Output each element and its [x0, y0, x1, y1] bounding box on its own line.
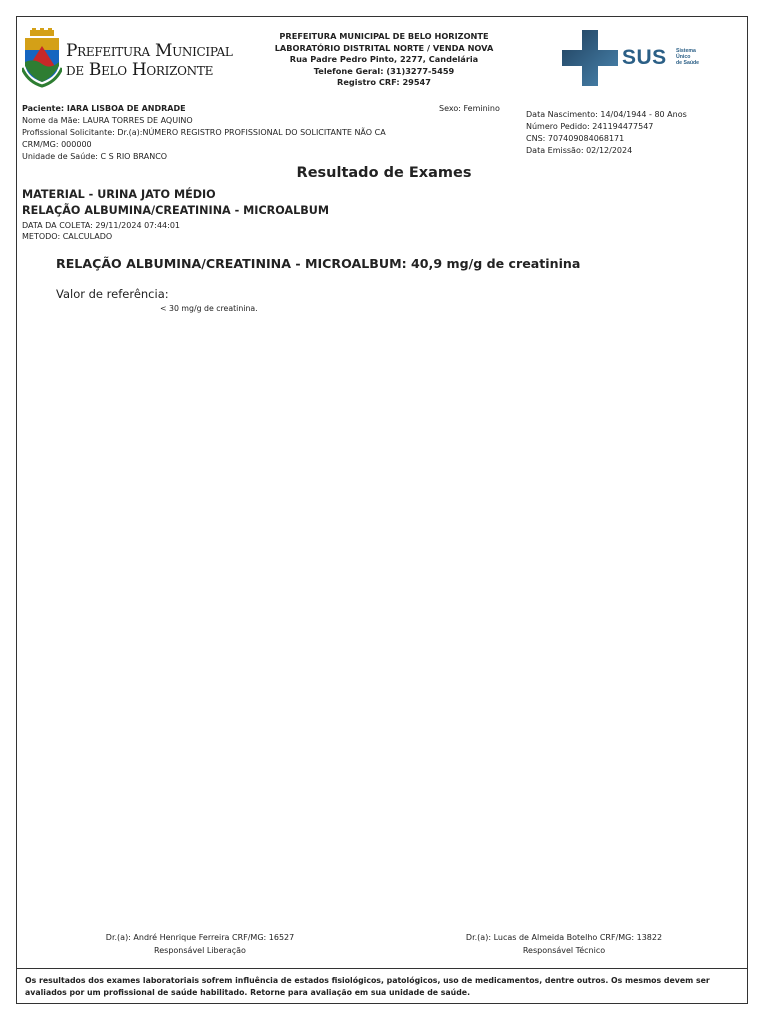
- patient-info: [22, 103, 386, 163]
- reference-label: Valor de referência:: [56, 287, 169, 301]
- logo-line-2: de Belo Horizonte: [66, 60, 214, 80]
- material-heading: MATERIAL - URINA JATO MÉDIO: [22, 188, 216, 201]
- exam-heading: RELAÇÃO ALBUMINA/CREATININA - MICROALBUM: [22, 204, 330, 217]
- signature-role: Responsável Liberação: [154, 946, 246, 955]
- collection-date: DATA DA COLETA: 29/11/2024 07:44:01: [22, 221, 180, 230]
- sus-logo-subtitle: [676, 48, 699, 67]
- footer-divider: [17, 968, 747, 969]
- exam-result: RELAÇÃO ALBUMINA/CREATININA - MICROALBUM: 40,9 mg/g de creatinina: [56, 256, 581, 271]
- requesting-professional: Profissional Solicitante: Dr.(a):NÚMERO REGISTRO PROFISSIONAL DO SOLICITANTE NÃO CA: [22, 128, 386, 137]
- order-number: Número Pedido: 241194477547: [526, 122, 654, 131]
- sus-logo: [562, 30, 712, 86]
- page-title: Resultado de Exames: [296, 165, 472, 181]
- method: METODO: CALCULADO: [22, 232, 113, 241]
- crm-number: CRM/MG: 000000: [22, 140, 92, 149]
- birth-date: Data Nascimento: 14/04/1944 - 80 Anos: [526, 110, 687, 119]
- lab-header-line: LABORATÓRIO DISTRITAL NORTE / VENDA NOVA: [274, 42, 494, 53]
- signature-name: Dr.(a): Lucas de Almeida Botelho CRF/MG: 13822: [465, 933, 663, 942]
- patient-name: Paciente: IARA LISBOA DE ANDRADE: [22, 104, 186, 113]
- lab-header-line: Rua Padre Pedro Pinto, 2277, Candelária: [289, 54, 479, 65]
- mother-name: Nome da Mãe: LAURA TORRES DE AQUINO: [22, 116, 193, 125]
- sus-sub-line: Sistema: [676, 48, 696, 54]
- patient-sex: Sexo: Feminino: [439, 104, 500, 113]
- sus-sub-line: de Saúde: [676, 60, 700, 67]
- cns-number: CNS: 707409084068171: [526, 134, 625, 143]
- patient-info-right: [526, 109, 687, 157]
- reference-value: < 30 mg/g de creatinina.: [160, 304, 258, 313]
- lab-header-line: PREFEITURA MUNICIPAL DE BELO HORIZONTE: [279, 31, 489, 41]
- health-unit: Unidade de Saúde: C S RIO BRANCO: [22, 152, 168, 161]
- lab-header-line: Registro CRF: 29547: [337, 77, 431, 88]
- lab-header: [250, 31, 518, 89]
- signature-role: Responsável Técnico: [522, 946, 606, 955]
- lab-header-line: Telefone Geral: (31)3277-5459: [313, 65, 455, 76]
- sus-logo-name: SUS: [622, 46, 667, 69]
- footer-disclaimer: Os resultados dos exames laboratoriais sofrem influência de estados fisiológicos, patológicos, uso de medicamentos, dentre outros. Os mesmos devem ser avaliados por um profissional de saúde habilitado. Retorne para avaliação em sua unidade de saúde.: [25, 976, 710, 997]
- signature-release: [80, 931, 320, 957]
- emission-date: Data Emissão: 02/12/2024: [526, 146, 633, 155]
- sus-sub-line: Único: [676, 54, 691, 61]
- signature-name: Dr.(a): André Henrique Ferreira CRF/MG: 16527: [105, 933, 295, 942]
- sus-cross-icon: [562, 30, 618, 86]
- pmbh-logo-text: [66, 42, 233, 80]
- logo-line-1: Prefeitura Municipal: [66, 41, 233, 61]
- city-crest-icon: [22, 28, 62, 88]
- signature-technical: [444, 931, 684, 957]
